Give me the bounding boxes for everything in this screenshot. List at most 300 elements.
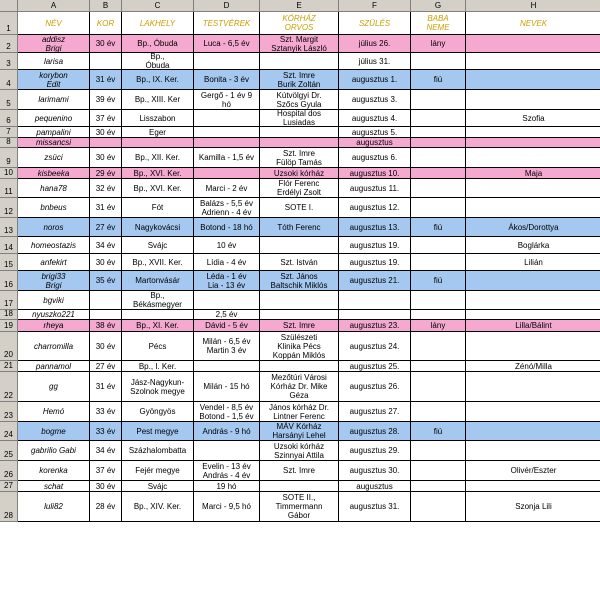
cell-e[interactable]: MÁV Kórház Harsányi Lehel (260, 422, 339, 441)
cell-f[interactable]: augusztus 10. (339, 168, 411, 179)
cell-g[interactable] (411, 254, 466, 271)
cell-h[interactable] (466, 291, 600, 310)
cell-b[interactable]: 30 év (90, 127, 122, 138)
cell-c[interactable]: Jász-Nagykun- Szolnok megye (122, 372, 194, 402)
cell-f[interactable]: augusztus 31. (339, 492, 411, 522)
row-number: 26 (4, 470, 13, 479)
row-header-8[interactable] (0, 138, 18, 148)
cell-e[interactable]: SOTE II., Timmermann Gábor (260, 492, 339, 522)
cell-c[interactable]: Bp., I. Ker. (122, 361, 194, 372)
cell-d[interactable] (194, 127, 260, 138)
cell-f[interactable]: augusztus 23. (339, 320, 411, 332)
header-cell-e[interactable]: KÓRHÁZ ORVOS (260, 12, 339, 35)
table-row (18, 237, 600, 254)
cell-c[interactable]: Bp., XI. Ker. (122, 320, 194, 332)
cell-d[interactable]: Bonita - 3 év (194, 70, 260, 90)
cell-g[interactable] (411, 461, 466, 481)
cell-g[interactable] (411, 179, 466, 198)
cell-d[interactable]: Botond - 18 hó (194, 218, 260, 237)
cell-a[interactable]: pampalini (18, 127, 90, 138)
cell-a[interactable]: korenka (18, 461, 90, 481)
cell-e[interactable] (260, 310, 339, 320)
cell-g[interactable] (411, 127, 466, 138)
cell-a[interactable]: rheya (18, 320, 90, 332)
cell-e[interactable]: Hospital dos Lusiadas (260, 110, 339, 127)
cell-f[interactable]: augusztus 19. (339, 237, 411, 254)
cell-d[interactable]: 10 év (194, 237, 260, 254)
cell-g[interactable] (411, 481, 466, 492)
cell-g[interactable]: fiú (411, 218, 466, 237)
row-header-9[interactable] (0, 148, 18, 168)
cell-a[interactable]: zsüci (18, 148, 90, 168)
cell-a[interactable]: anfekirt (18, 254, 90, 271)
cell-e[interactable]: Uzsoki kórház Szinnyai Attila (260, 441, 339, 461)
table-row (18, 127, 600, 138)
cell-d[interactable]: 2,5 év (194, 310, 260, 320)
cell-g[interactable]: fiú (411, 271, 466, 291)
cell-b[interactable]: 30 év (90, 332, 122, 361)
row-header-6[interactable] (0, 110, 18, 127)
cell-d[interactable] (194, 441, 260, 461)
cell-f[interactable]: augusztus (339, 481, 411, 492)
cell-a[interactable]: brigi33 Brigi (18, 271, 90, 291)
row-number: 28 (4, 511, 13, 520)
column-header-e[interactable]: E (260, 0, 339, 12)
cell-c[interactable]: Pécs (122, 332, 194, 361)
cell-e[interactable] (260, 481, 339, 492)
cell-a[interactable]: charromilla (18, 332, 90, 361)
row-number: 3 (6, 59, 11, 68)
cell-g[interactable] (411, 402, 466, 422)
cell-c[interactable]: Svájc (122, 237, 194, 254)
cell-d[interactable]: Luca - 6,5 év (194, 35, 260, 53)
cell-b[interactable]: 27 év (90, 361, 122, 372)
cell-g[interactable] (411, 332, 466, 361)
cell-b[interactable]: 30 év (90, 35, 122, 53)
cell-a[interactable]: noros (18, 218, 90, 237)
column-header-h[interactable]: H (466, 0, 600, 12)
row-header-26[interactable] (0, 461, 18, 481)
cell-d[interactable]: Marci - 9,5 hó (194, 492, 260, 522)
cell-f[interactable]: augusztus 19. (339, 254, 411, 271)
cell-h[interactable] (466, 481, 600, 492)
cell-f[interactable]: augusztus 26. (339, 372, 411, 402)
cell-e[interactable]: Flór Ferenc Erdélyi Zsolt (260, 179, 339, 198)
cell-c[interactable]: Fót (122, 198, 194, 218)
cell-b[interactable]: 33 év (90, 422, 122, 441)
cell-d[interactable] (194, 138, 260, 148)
cell-d[interactable] (194, 110, 260, 127)
cell-e[interactable]: Uzsoki kórház (260, 168, 339, 179)
cell-f[interactable]: augusztus 4. (339, 110, 411, 127)
cell-d[interactable]: Gergő - 1 év 9 hó (194, 90, 260, 110)
row-header-10[interactable] (0, 168, 18, 179)
cell-c[interactable]: Martonvásár (122, 271, 194, 291)
row-header-22[interactable] (0, 372, 18, 402)
row-header-24[interactable] (0, 422, 18, 441)
row-number: 18 (4, 309, 13, 318)
header-cell-h[interactable]: NEVEK (466, 12, 600, 35)
cell-f[interactable]: augusztus 30. (339, 461, 411, 481)
cell-a[interactable]: nyuszko221 (18, 310, 90, 320)
table-row (18, 35, 600, 53)
column-header-d[interactable]: D (194, 0, 260, 12)
cell-g[interactable]: lány (411, 320, 466, 332)
row-header-21[interactable] (0, 361, 18, 372)
row-header-17[interactable] (0, 291, 18, 310)
cell-h[interactable] (466, 148, 600, 168)
table-row (18, 218, 600, 237)
cell-d[interactable]: Evelin - 13 év András - 4 év (194, 461, 260, 481)
row-header-11[interactable] (0, 179, 18, 198)
cell-e[interactable] (260, 138, 339, 148)
cell-h[interactable] (466, 332, 600, 361)
cell-a[interactable]: korybon Edit (18, 70, 90, 90)
cell-h[interactable] (466, 53, 600, 70)
cell-c[interactable]: Bp., Békásmegyer (122, 291, 194, 310)
cell-h[interactable] (466, 90, 600, 110)
cell-e[interactable]: Szt. Imre Fülöp Tamás (260, 148, 339, 168)
column-header-g[interactable]: G (411, 0, 466, 12)
cell-f[interactable]: augusztus 24. (339, 332, 411, 361)
cell-e[interactable]: Mezőtúri Városi Kórház Dr. Mike Géza (260, 372, 339, 402)
table-row (18, 148, 600, 168)
table-row (18, 198, 600, 218)
cell-h[interactable]: Boglárka (466, 237, 600, 254)
cell-c[interactable]: Bp., XVII. Ker. (122, 254, 194, 271)
cell-h[interactable]: Szonja Lili (466, 492, 600, 522)
cell-f[interactable]: július 26. (339, 35, 411, 53)
cell-f[interactable]: augusztus 12. (339, 198, 411, 218)
cell-b[interactable]: 35 év (90, 271, 122, 291)
cell-g[interactable] (411, 198, 466, 218)
row-header-14[interactable] (0, 237, 18, 254)
cell-d[interactable]: Dávid - 5 év (194, 320, 260, 332)
table-row (18, 320, 600, 332)
column-header-c[interactable]: C (122, 0, 194, 12)
cell-c[interactable]: Gyöngyös (122, 402, 194, 422)
cell-b[interactable]: 31 év (90, 372, 122, 402)
cell-f[interactable] (339, 291, 411, 310)
cell-f[interactable]: augusztus 3. (339, 90, 411, 110)
column-header-b[interactable]: B (90, 0, 122, 12)
row-number: 17 (4, 299, 13, 308)
row-header-2[interactable] (0, 35, 18, 53)
cell-c[interactable]: Bp., XIII. Ker (122, 90, 194, 110)
table-row (18, 271, 600, 291)
cell-g[interactable] (411, 237, 466, 254)
cell-f[interactable]: augusztus (339, 138, 411, 148)
cell-c[interactable]: Bp., IX. Ker. (122, 70, 194, 90)
cell-f[interactable]: augusztus 13. (339, 218, 411, 237)
row-header-1[interactable] (0, 12, 18, 35)
cell-d[interactable]: Marci - 2 év (194, 179, 260, 198)
row-number: 21 (4, 361, 13, 370)
cell-b[interactable]: 32 év (90, 179, 122, 198)
cell-a[interactable]: pequenino (18, 110, 90, 127)
cell-e[interactable] (260, 291, 339, 310)
cell-g[interactable] (411, 148, 466, 168)
cell-c[interactable]: Bp., XVI. Ker. (122, 168, 194, 179)
cell-f[interactable]: augusztus 27. (339, 402, 411, 422)
cell-h[interactable]: Ákos/Dorottya (466, 218, 600, 237)
row-header-16[interactable] (0, 271, 18, 291)
cell-c[interactable]: Svájc (122, 481, 194, 492)
cell-d[interactable]: Kamilla - 1,5 év (194, 148, 260, 168)
cell-b[interactable]: 34 év (90, 237, 122, 254)
cell-a[interactable]: luli82 (18, 492, 90, 522)
row-header-13[interactable] (0, 218, 18, 237)
cell-g[interactable] (411, 90, 466, 110)
cell-g[interactable] (411, 291, 466, 310)
cell-d[interactable]: 19 hó (194, 481, 260, 492)
cell-f[interactable]: augusztus 28. (339, 422, 411, 441)
cell-c[interactable]: Eger (122, 127, 194, 138)
table-row (18, 168, 600, 179)
cell-c[interactable]: Fejér megye (122, 461, 194, 481)
cell-d[interactable] (194, 168, 260, 179)
cell-e[interactable] (260, 127, 339, 138)
table-row (18, 402, 600, 422)
cell-b[interactable] (90, 138, 122, 148)
cell-h[interactable]: Lilla/Bálint (466, 320, 600, 332)
cell-g[interactable] (411, 168, 466, 179)
cell-g[interactable]: fiú (411, 70, 466, 90)
cell-g[interactable] (411, 492, 466, 522)
row-number: 25 (4, 450, 13, 459)
cell-a[interactable]: hana78 (18, 179, 90, 198)
row-number: 19 (4, 321, 13, 330)
table-row (18, 310, 600, 320)
cell-a[interactable]: addisz Brigi (18, 35, 90, 53)
row-number: 16 (4, 280, 13, 289)
cell-a[interactable]: gg (18, 372, 90, 402)
cell-g[interactable]: lány (411, 35, 466, 53)
cell-g[interactable] (411, 110, 466, 127)
cell-a[interactable]: bgviki (18, 291, 90, 310)
cell-a[interactable]: bnbeus (18, 198, 90, 218)
cell-b[interactable]: 30 év (90, 148, 122, 168)
header-cell-a[interactable]: NÉV (18, 12, 90, 35)
cell-d[interactable]: Vendel - 8,5 év Botond - 1,5 év (194, 402, 260, 422)
cell-h[interactable]: Zénó/Milla (466, 361, 600, 372)
cell-h[interactable]: Maja (466, 168, 600, 179)
header-row (18, 12, 600, 35)
cell-f[interactable]: július 31. (339, 53, 411, 70)
row-header-20[interactable] (0, 332, 18, 361)
table-row (18, 441, 600, 461)
cell-f[interactable]: augusztus 25. (339, 361, 411, 372)
cell-f[interactable]: augusztus 6. (339, 148, 411, 168)
row-header-23[interactable] (0, 402, 18, 422)
table-row (18, 179, 600, 198)
cell-e[interactable]: János kórház Dr. Lintner Ferenc (260, 402, 339, 422)
cell-b[interactable]: 38 év (90, 320, 122, 332)
row-number: 5 (6, 99, 11, 108)
cell-h[interactable] (466, 179, 600, 198)
cell-f[interactable]: augusztus 21. (339, 271, 411, 291)
row-header-28[interactable] (0, 492, 18, 522)
row-number: 12 (4, 207, 13, 216)
header-cell-g[interactable]: BABA NEME (411, 12, 466, 35)
cell-c[interactable]: Bp., XII. Ker. (122, 148, 194, 168)
table-row (18, 332, 600, 361)
cell-c[interactable]: Nagykovácsi (122, 218, 194, 237)
row-number: 10 (4, 168, 13, 177)
row-header-27[interactable] (0, 481, 18, 492)
cell-h[interactable] (466, 271, 600, 291)
cell-b[interactable]: 34 év (90, 441, 122, 461)
header-cell-d[interactable]: TESTVÉREK (194, 12, 260, 35)
cell-e[interactable]: Kútvölgyi Dr. Szőcs Gyula (260, 90, 339, 110)
cell-d[interactable] (194, 53, 260, 70)
cell-d[interactable]: Milán - 15 hó (194, 372, 260, 402)
cell-g[interactable] (411, 361, 466, 372)
cell-d[interactable] (194, 361, 260, 372)
row-number: 1 (6, 24, 11, 33)
table-row (18, 291, 600, 310)
row-header-3[interactable] (0, 53, 18, 70)
cell-h[interactable] (466, 35, 600, 53)
table-row (18, 138, 600, 148)
cell-e[interactable] (260, 361, 339, 372)
row-header-19[interactable] (0, 320, 18, 332)
select-all-corner[interactable] (0, 0, 18, 12)
cell-e[interactable]: Szt. István (260, 254, 339, 271)
cell-c[interactable]: Bp., Óbuda (122, 53, 194, 70)
header-cell-c[interactable]: LAKHELY (122, 12, 194, 35)
cell-c[interactable]: Pest megye (122, 422, 194, 441)
cell-g[interactable] (411, 53, 466, 70)
cell-a[interactable]: larisa (18, 53, 90, 70)
cell-f[interactable]: augusztus 29. (339, 441, 411, 461)
cell-f[interactable]: augusztus 1. (339, 70, 411, 90)
cell-a[interactable]: bogme (18, 422, 90, 441)
cell-e[interactable]: Szt. Imre (260, 461, 339, 481)
row-header-5[interactable] (0, 90, 18, 110)
row-number: 9 (6, 157, 11, 166)
cell-b[interactable]: 27 év (90, 218, 122, 237)
cell-g[interactable] (411, 138, 466, 148)
cell-b[interactable]: 33 év (90, 402, 122, 422)
cell-g[interactable] (411, 310, 466, 320)
cell-c[interactable]: Bp., Óbuda (122, 35, 194, 53)
cell-g[interactable]: fiú (411, 422, 466, 441)
cell-g[interactable] (411, 372, 466, 402)
cell-c[interactable]: Bp., XVI. Ker. (122, 179, 194, 198)
row-header-18[interactable] (0, 310, 18, 320)
row-header-15[interactable] (0, 254, 18, 271)
cell-a[interactable]: schat (18, 481, 90, 492)
row-header-25[interactable] (0, 441, 18, 461)
row-number: 2 (6, 42, 11, 51)
cell-h[interactable] (466, 138, 600, 148)
row-number: 22 (4, 391, 13, 400)
cell-a[interactable]: gabrilio Gabi (18, 441, 90, 461)
cell-h[interactable] (466, 127, 600, 138)
cell-e[interactable]: Szt. Margit Sztanyik László (260, 35, 339, 53)
row-header-4[interactable] (0, 70, 18, 90)
cell-h[interactable] (466, 70, 600, 90)
cell-h[interactable] (466, 372, 600, 402)
cell-d[interactable]: Milán - 6,5 év Martin 3 év (194, 332, 260, 361)
cell-b[interactable]: 39 év (90, 90, 122, 110)
cell-h[interactable] (466, 198, 600, 218)
cell-e[interactable]: Szülészeti Klinika Pécs Koppán Miklós (260, 332, 339, 361)
row-header-12[interactable] (0, 198, 18, 218)
cell-h[interactable] (466, 310, 600, 320)
cell-b[interactable]: 29 év (90, 168, 122, 179)
cell-h[interactable]: Lilián (466, 254, 600, 271)
cell-h[interactable] (466, 422, 600, 441)
cell-g[interactable] (411, 441, 466, 461)
cell-d[interactable]: Balázs - 5,5 év Adrienn - 4 év (194, 198, 260, 218)
header-cell-f[interactable]: SZÜLÉS (339, 12, 411, 35)
cell-c[interactable]: Lisszabon (122, 110, 194, 127)
row-number: 13 (4, 226, 13, 235)
column-header-a[interactable]: A (18, 0, 90, 12)
cell-f[interactable]: augusztus 5. (339, 127, 411, 138)
cell-b[interactable]: 31 év (90, 198, 122, 218)
cell-h[interactable]: Olivér/Eszter (466, 461, 600, 481)
cell-b[interactable] (90, 291, 122, 310)
cell-e[interactable]: Szt. János Baltschik Miklós (260, 271, 339, 291)
cell-b[interactable]: 31 év (90, 70, 122, 90)
column-header-f[interactable]: F (339, 0, 411, 12)
cell-a[interactable]: pannamol (18, 361, 90, 372)
cell-a[interactable]: kisbeeka (18, 168, 90, 179)
cell-e[interactable] (260, 237, 339, 254)
cell-e[interactable]: Tóth Ferenc (260, 218, 339, 237)
cell-e[interactable]: Szt. Imre Burik Zoltán (260, 70, 339, 90)
row-number: 20 (4, 350, 13, 359)
cell-b[interactable]: 30 év (90, 254, 122, 271)
row-number: 24 (4, 430, 13, 439)
cell-d[interactable] (194, 291, 260, 310)
table-row (18, 492, 600, 522)
cell-c[interactable] (122, 310, 194, 320)
cell-e[interactable]: Szt. Imre (260, 320, 339, 332)
cell-b[interactable]: 28 év (90, 492, 122, 522)
cell-b[interactable] (90, 310, 122, 320)
cell-e[interactable]: SOTE I. (260, 198, 339, 218)
cell-b[interactable] (90, 53, 122, 70)
row-number: 4 (6, 79, 11, 88)
cell-a[interactable]: homeostazis (18, 237, 90, 254)
cell-h[interactable] (466, 402, 600, 422)
cell-b[interactable]: 37 év (90, 110, 122, 127)
cell-b[interactable]: 30 év (90, 481, 122, 492)
cell-c[interactable]: Bp., XIV. Ker. (122, 492, 194, 522)
table-row (18, 53, 600, 70)
cell-h[interactable] (466, 441, 600, 461)
cell-c[interactable] (122, 138, 194, 148)
cell-b[interactable]: 37 év (90, 461, 122, 481)
header-cell-b[interactable]: KOR (90, 12, 122, 35)
cell-f[interactable] (339, 310, 411, 320)
cell-d[interactable]: Léda - 1 év Lia - 13 év (194, 271, 260, 291)
cell-a[interactable]: Hemó (18, 402, 90, 422)
cell-f[interactable]: augusztus 11. (339, 179, 411, 198)
cell-h[interactable]: Szofia (466, 110, 600, 127)
row-number: 7 (6, 127, 11, 136)
cell-a[interactable]: larimami (18, 90, 90, 110)
cell-d[interactable]: András - 9 hó (194, 422, 260, 441)
cell-e[interactable] (260, 53, 339, 70)
cell-c[interactable]: Százhalombatta (122, 441, 194, 461)
cell-a[interactable]: missancsi (18, 138, 90, 148)
cell-d[interactable]: Lídia - 4 év (194, 254, 260, 271)
